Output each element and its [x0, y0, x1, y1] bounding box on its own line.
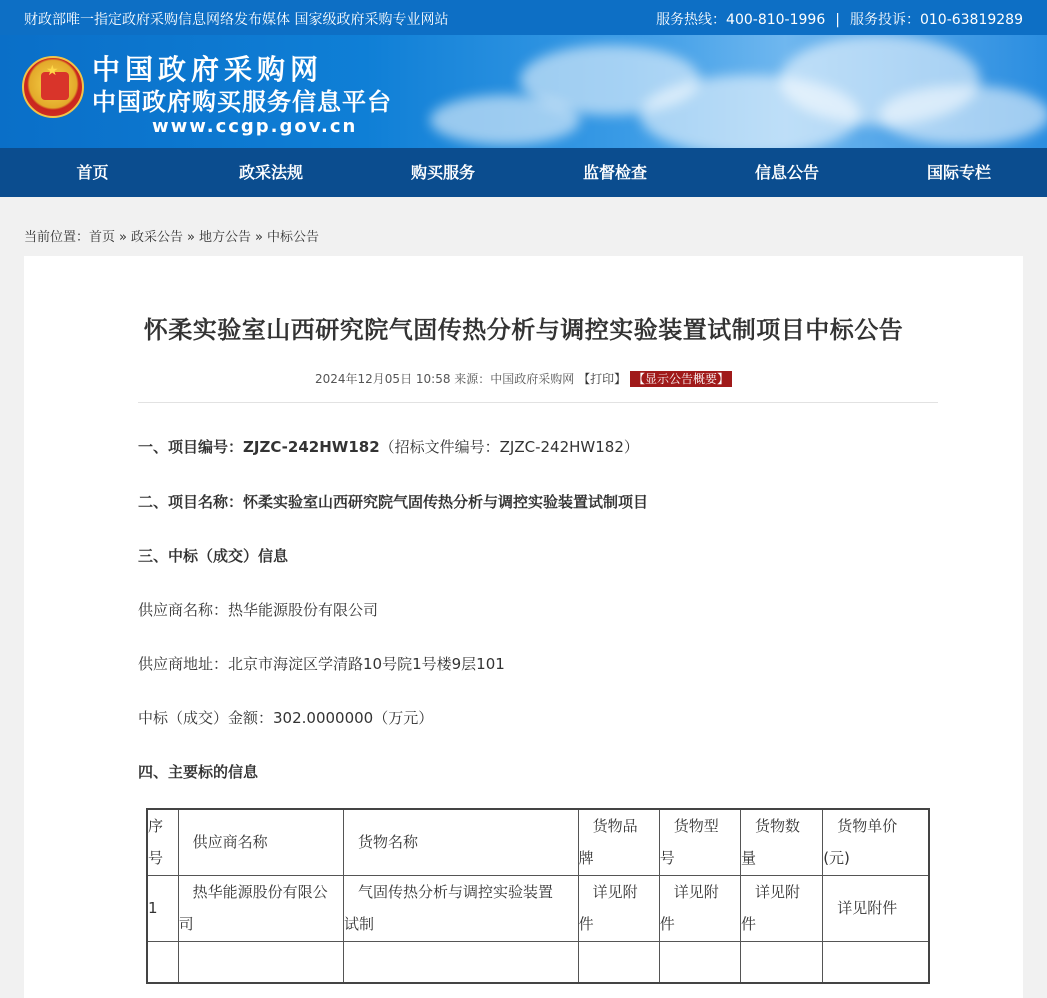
table-header-row	[147, 809, 929, 875]
breadcrumb-award[interactable]: 中标公告	[266, 230, 319, 245]
supplier-name: 供应商名称：热华能源股份有限公司	[138, 601, 379, 619]
table-cell: 气固传热分析与调控实验装置 试制	[344, 875, 579, 941]
table-cell: 热华能源股份有限公 司	[178, 875, 343, 941]
site-slogan: 财政部唯一指定政府采购信息网络发布媒体 国家级政府采购专业网站	[24, 12, 449, 28]
nav-item-purchase-services[interactable]: 购买服务	[410, 163, 475, 182]
article-container	[24, 256, 1023, 998]
project-number	[138, 436, 639, 457]
page-title: 怀柔实验室山西研究院气固传热分析与调控实验装置试制项目中标公告	[143, 316, 904, 344]
nav-item-supervision[interactable]: 监督检查	[582, 163, 647, 182]
nav-item-home[interactable]: 首页	[76, 163, 109, 182]
breadcrumb-procurement[interactable]: 政采公告	[131, 230, 184, 245]
breadcrumb-local[interactable]: 地方公告	[198, 230, 251, 245]
award-amount: 中标（成交）金额：302.0000000（万元）	[138, 709, 434, 727]
site-title[interactable]: 中国政府采购网	[92, 53, 324, 86]
publish-date: 2024年12月05日 10:58	[314, 372, 451, 386]
main-nav	[0, 148, 1047, 197]
table-header-cell: 货物名称	[344, 809, 579, 875]
breadcrumb	[24, 226, 319, 245]
show-summary-button[interactable]: 【显示公告概要】	[630, 371, 732, 387]
table-header-cell: 货物单价 (元)	[823, 809, 929, 875]
complaint-hotline: 服务投诉：010-63819289	[849, 12, 1023, 28]
project-number-label: 一、项目编号：ZJZC-242HW182	[138, 438, 380, 456]
nav-item-announcements[interactable]: 信息公告	[754, 163, 819, 182]
site-header-banner	[0, 35, 1047, 148]
main-items-heading: 四、主要标的信息	[138, 763, 259, 781]
project-name: 二、项目名称：怀柔实验室山西研究院气固传热分析与调控实验装置试制项目	[138, 493, 649, 511]
breadcrumb-prefix: 当前位置：	[24, 230, 90, 245]
title-divider	[138, 402, 938, 403]
cloud-decoration	[880, 85, 1047, 145]
tender-doc-number: （招标文件编号：ZJZC-242HW182）	[379, 438, 639, 456]
nav-item-international[interactable]: 国际专栏	[926, 163, 991, 182]
table-cell: 详见附 件	[741, 875, 823, 941]
table-row-empty	[147, 941, 929, 983]
table-cell: 详见附 件	[659, 875, 740, 941]
table-header-cell: 货物品 牌	[578, 809, 659, 875]
national-emblem-icon[interactable]: ★	[22, 56, 84, 118]
table-row	[147, 875, 929, 941]
article-meta	[24, 370, 1023, 387]
table-header-cell: 序 号	[147, 809, 178, 875]
table-header-cell: 货物型 号	[659, 809, 740, 875]
breadcrumb-separator: »	[119, 230, 127, 245]
article-source: 来源：中国政府采购网	[454, 372, 575, 386]
table-header-cell: 货物数 量	[741, 809, 823, 875]
award-section-heading: 三、中标（成交）信息	[138, 547, 289, 565]
service-contacts	[656, 9, 1023, 29]
contact-separator: |	[835, 12, 840, 28]
supplier-address: 供应商地址：北京市海淀区学清路10号院1号楼9层101	[138, 655, 505, 673]
site-subtitle: 中国政府购买服务信息平台	[92, 88, 392, 116]
service-hotline: 服务热线：400-810-1996	[656, 12, 826, 28]
nav-item-regulations[interactable]: 政采法规	[238, 163, 303, 182]
top-info-bar	[0, 0, 1047, 35]
table-cell: 1	[147, 875, 178, 941]
print-button[interactable]: 【打印】	[578, 372, 627, 386]
table-header-cell: 供应商名称	[178, 809, 343, 875]
table-cell: 详见附件	[823, 875, 929, 941]
breadcrumb-separator: »	[255, 230, 263, 245]
cloud-decoration	[430, 95, 580, 145]
site-url: www.ccgp.gov.cn	[152, 116, 358, 137]
breadcrumb-separator: »	[187, 230, 195, 245]
award-items-table	[146, 808, 930, 984]
breadcrumb-home[interactable]: 首页	[89, 230, 116, 245]
table-cell: 详见附 件	[578, 875, 659, 941]
